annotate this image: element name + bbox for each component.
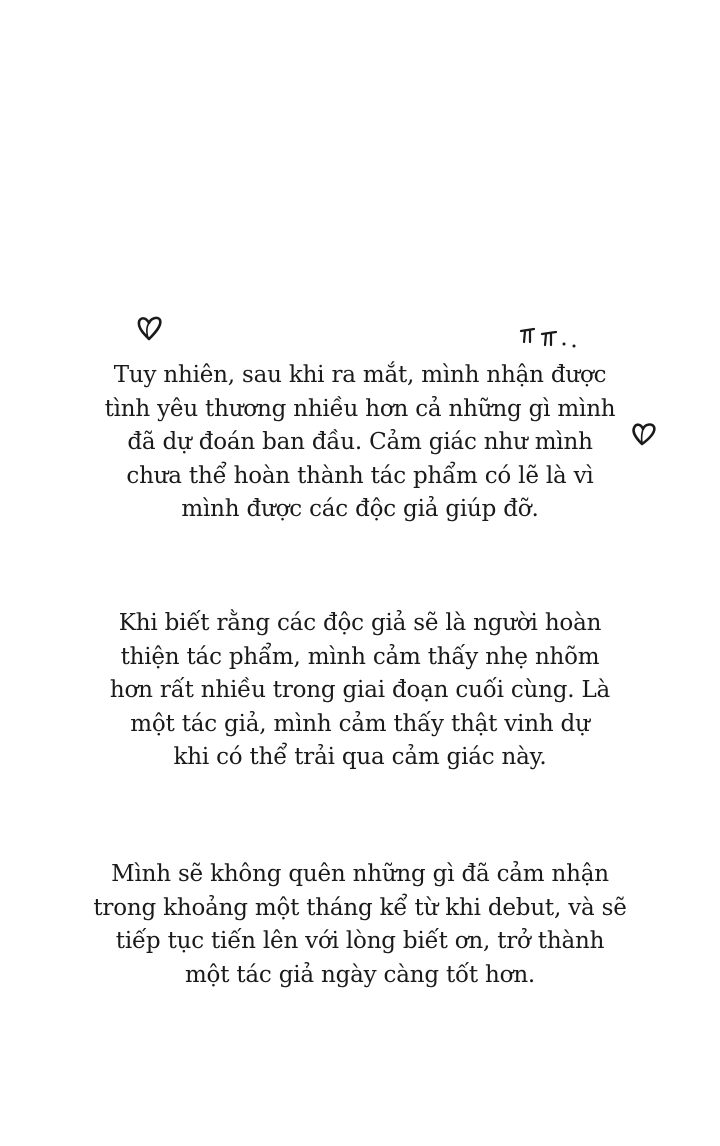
paragraph-3 <box>0 858 720 992</box>
text-line: tình yêu thương nhiều hơn cả những gì mình <box>104 395 616 422</box>
text-line: một tác giả, mình cảm thấy thật vinh dự <box>130 710 590 737</box>
paragraph-2 <box>0 607 720 775</box>
text-line: chưa thể hoàn thành tác phẩm có lẽ là vì <box>126 462 594 489</box>
text-line: khi có thể trải qua cảm giác này. <box>173 744 547 770</box>
paragraph-1 <box>0 359 720 527</box>
text-line: tiếp tục tiến lên với lòng biết ơn, trở thành <box>115 928 605 954</box>
text-line: mình được các độc giả giúp đỡ. <box>181 496 539 522</box>
heart-left-icon <box>136 314 164 342</box>
text-line: Khi biết rằng các độc giả sẽ là người hoàn <box>118 610 602 636</box>
crying-doodle-icon <box>518 324 580 352</box>
text-line: thiện tác phẩm, mình cảm thấy nhẹ nhõm <box>120 643 600 670</box>
text-line: Mình sẽ không quên những gì đã cảm nhận <box>111 861 609 887</box>
text-line: đã dự đoán ban đầu. Cảm giác như mình <box>127 429 593 455</box>
text-line: một tác giả ngày càng tốt hơn. <box>184 961 536 988</box>
text-line: Tuy nhiên, sau khi ra mắt, mình nhận được <box>113 362 607 388</box>
text-line: trong khoảng một tháng kể từ khi debut, và sẽ <box>93 894 627 921</box>
text-line: hơn rất nhiều trong giai đoạn cuối cùng. Là <box>109 677 611 703</box>
